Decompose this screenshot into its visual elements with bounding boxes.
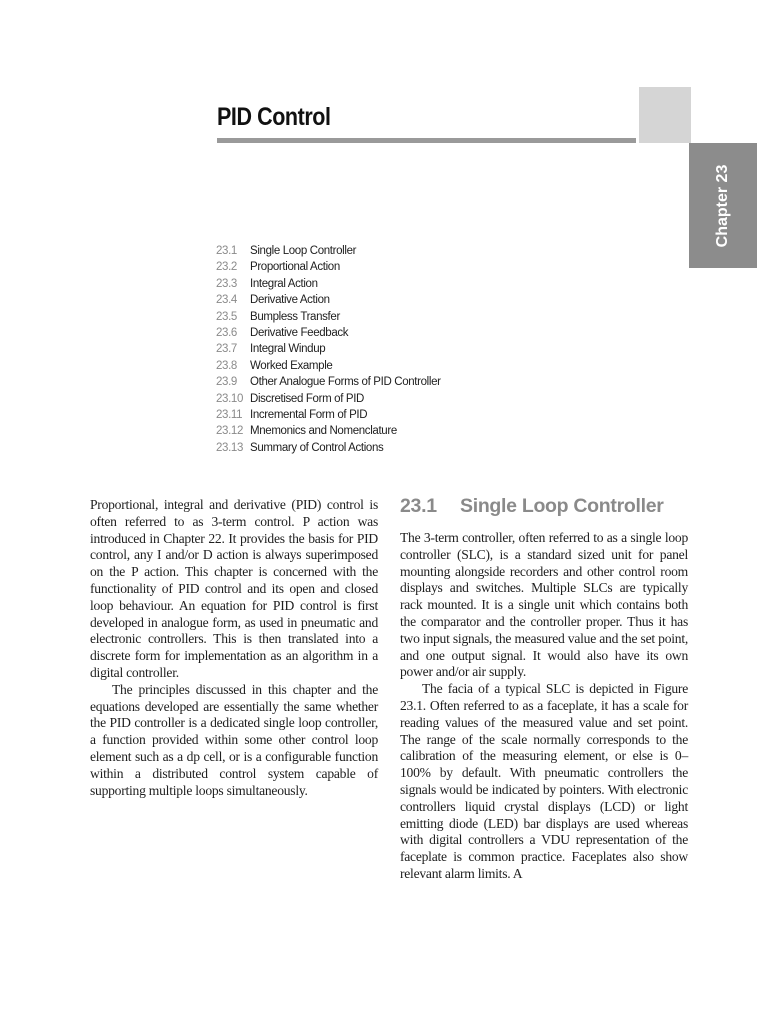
toc-title: Proportional Action: [250, 261, 340, 274]
toc-item: [216, 358, 441, 374]
section-number: 23.1: [400, 495, 437, 517]
toc-title: Integral Action: [250, 277, 318, 290]
toc-title: Derivative Action: [250, 294, 330, 307]
chapter-tab: [689, 143, 757, 268]
intro-column: [90, 497, 378, 799]
section-heading: [400, 492, 688, 520]
toc-item: [216, 341, 441, 357]
toc-item: [216, 259, 441, 275]
toc-item: [216, 309, 441, 325]
toc-title: Worked Example: [250, 359, 333, 372]
toc-item: [216, 391, 441, 407]
toc-item: [216, 423, 441, 439]
toc-title: Integral Windup: [250, 343, 326, 356]
toc-item: [216, 276, 441, 292]
section-title: Single Loop Controller: [460, 495, 664, 517]
toc-item: [216, 374, 441, 390]
toc-title: Other Analogue Forms of PID Controller: [250, 376, 441, 389]
toc-number: 23.9: [216, 376, 237, 389]
toc-number: 23.6: [216, 326, 237, 339]
toc-title: Discretised Form of PID: [250, 392, 365, 405]
toc-number: 23.2: [216, 261, 237, 274]
toc-item: [216, 292, 441, 308]
toc-title: Single Loop Controller: [250, 245, 357, 257]
toc-number: 23.7: [216, 343, 237, 356]
toc-number: 23.3: [216, 277, 237, 290]
toc-title: Incremental Form of PID: [250, 408, 368, 421]
toc-title: Summary of Control Actions: [250, 441, 384, 454]
toc-number: 23.12: [216, 425, 244, 438]
toc-title: Bumpless Transfer: [250, 310, 340, 323]
toc-number: 23.4: [216, 294, 237, 307]
toc-number: 23.1: [216, 245, 237, 257]
section-paragraph: The facia of a typical SLC is depicted in Figure 23.1. Often referred to as a faceplate, it has a scale for reading values of the measured value and set point. The range of the scale normally corresponds to the calibration of the measuring element, or else is 0–100% by default. With pneumatic controllers the signals would be indicated by pointers. With electronic controllers liquid crystal displays (LCD) or light emitting diode (LED) bar displays are used whereas with digital controllers a VDU representation of the faceplate is common practice. Faceplates also show relevant alarm limits. A: [400, 681, 688, 881]
toc-item: [216, 407, 441, 423]
section-paragraph: The 3-term controller, often referred to as a single loop controller (SLC), is a standard sized unit for panel mounting alongside recorders and other control room displays and switches. Multiple SLCs are typically rack mounted. It is a single unit which contains both the comparator and the controller proper. Thus it has two input signals, the measured value and the set point, and one output signal. It would also have its own power and/or air supply.: [400, 530, 688, 680]
chapter-title: PID Control: [217, 103, 331, 131]
toc-number: 23.5: [216, 310, 237, 323]
intro-paragraph: Proportional, integral and derivative (PID) control is often referred to as 3-term control. P action was introduced in Chapter 22. It provides the basis for PID control, any I and/or D action is always superimposed on the P action. This chapter is concerned with the functionality of PID control and its open and closed loop behaviour. An equation for PID control is first developed in analogue form, as used in pneumatic and electronic controllers. This is then translated into a discrete form for implementation as an algorithm in a digital controller.: [90, 497, 378, 680]
section-column: [400, 492, 688, 883]
chapter-tab-label: Chapter 23: [714, 164, 731, 247]
toc-item: [216, 243, 441, 259]
title-rule: [217, 138, 636, 143]
toc-number: 23.10: [216, 392, 244, 405]
section-body: [400, 530, 688, 883]
toc-title: Derivative Feedback: [250, 326, 349, 339]
toc-item: [216, 440, 441, 456]
toc-number: 23.8: [216, 359, 237, 372]
toc-number: 23.11: [216, 408, 243, 421]
corner-decoration: [639, 87, 691, 143]
toc-item: [216, 325, 441, 341]
table-of-contents: [216, 243, 441, 456]
toc-number: 23.13: [216, 441, 244, 454]
intro-paragraph: The principles discussed in this chapter and the equations developed are essentially the same whether the PID controller is a dedicated single loop controller, a function provided within some other control loop element such as a dp cell, or is a configurable function within a distributed control system capable of supporting multiple loops simultaneously.: [90, 681, 378, 798]
toc-title: Mnemonics and Nomenclature: [250, 425, 397, 438]
